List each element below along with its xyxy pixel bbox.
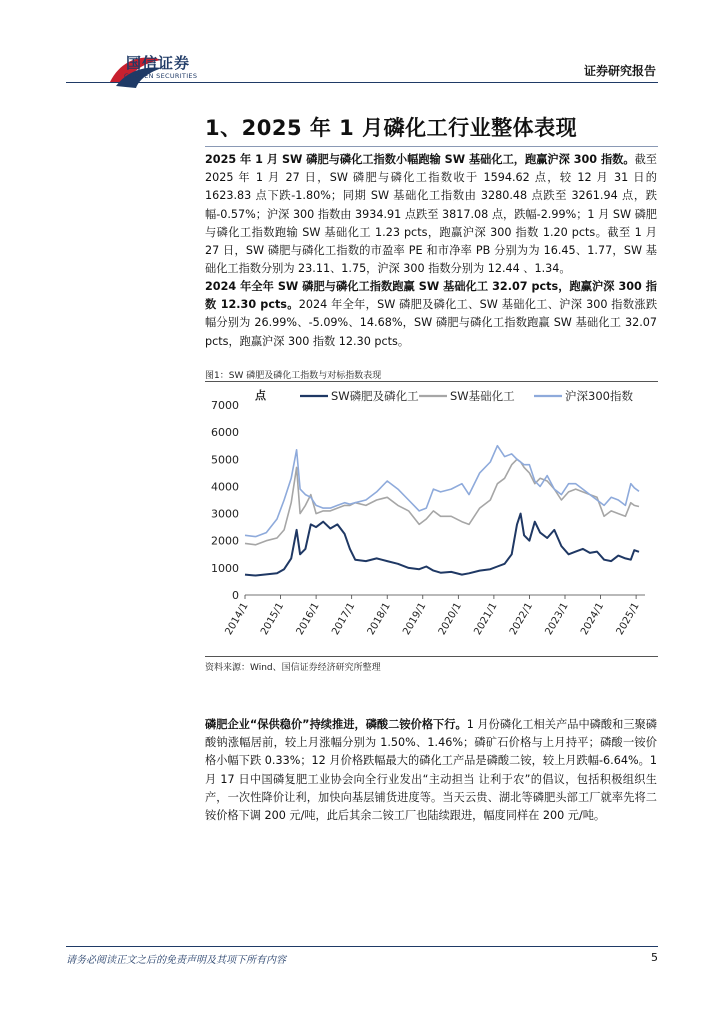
paragraph-1-lead: 2025 年 1 月 SW 磷肥与磷化工指数小幅跑输 SW 基础化工，跑赢沪深 300 指数。 [205,153,635,166]
logo-name-en: GUOSEN SECURITIES [124,72,198,80]
x-tick-label: 2018/1 [365,601,393,637]
paragraph-2-body: 2024 年全年，SW 磷肥及磷化工、SW 基础化工、沪深 300 指数涨跌幅分别为 26.99%、-5.09%、14.68%，SW 磷肥与磷化工指数跑赢 SW 基础化工 32.07 pcts，跑赢沪深 300 指数 12.30 pcts。 [205,298,658,348]
report-type: 证券研究报告 [583,64,656,78]
logo-name-cn: 国信证券 [126,54,191,72]
figure-caption: 图1：SW 磷肥及磷化工指数与对标指数表现 [205,371,382,381]
figure-source: 资料来源：Wind、国信证券经济研究所整理 [205,663,381,673]
x-tick-label: 2021/1 [472,601,500,637]
y-tick-label: 3000 [211,507,239,521]
y-tick-label: 1000 [211,561,239,575]
x-tick-label: 2019/1 [401,601,429,637]
y-tick-label: 2000 [211,534,239,548]
y-tick-label: 6000 [211,426,239,440]
x-tick-label: 2020/1 [436,601,464,637]
paragraph-1 [205,151,657,278]
legend-label-2: 沪深300指数 [565,389,633,403]
y-tick-label: 0 [232,589,239,602]
section-title: 1、2025 年 1 月磷化工行业整体表现 [205,116,578,140]
paragraph-2-lead: 2024 年全年 SW 磷肥与磷化工指数跑赢 SW 基础化工 32.07 pcts，跑赢沪深 300 指数 12.30 pcts。 [205,280,657,312]
legend-label-0: SW磷肥及磷化工 [331,389,419,403]
x-tick-label: 2022/1 [507,601,536,637]
paragraph-3-body: 1 月份磷化工相关产品中磷酸和三聚磷酸钠涨幅居前，较上月涨幅分别为 1.50%、1.46%；磷矿石价格与上月持平；磷酸一铵价格小幅下跌 0.33%；12 月价格跌幅最大的磷化工产品是磷酸二铵，较上月跌幅-6.64%。1 月 17 日中国磷复肥工业协会向全行业发出“主动担当 让利于农”的倡议，包括积极组织生产，一次性降价让利，加快向基层铺货进度等。当天云贵、湖北等磷肥头部工厂就率先将二铵价格下调 200 元/吨，此后其余二铵工厂也陆续跟进，幅度同样在 200 元/吨。 [205,718,657,823]
x-tick-label: 2023/1 [543,601,571,637]
x-tick-label: 2017/1 [330,601,358,637]
x-tick-label: 2016/1 [294,601,322,637]
paragraph-3-lead: 磷肥企业“保供稳价”持续推进，磷酸二铵价格下行。 [205,718,467,731]
series-line-0 [245,514,639,576]
x-tick-label: 2024/1 [579,601,607,637]
paragraph-1-body: 截至 2025 年 1 月 27 日，SW 磷肥与磷化工指数收于 1594.62 点，较 12 月 31 日的 1623.83 点下跌-1.80%；同期 SW 基础化工指数由 3280.48 点跌至 3261.94 点，跌幅-0.57%；沪深 300 指数由 3934.91 点跌至 3817.08 点，跌幅-2.99%；1 月 SW 磷肥与磷化工指数跑输 SW 基础化工 1.23 pcts，跑赢沪深 300 指数 1.20 pcts。截至 1 月 27 日，SW 磷肥与磷化工指数的市盈率 PE 和市净率 PB 分别为为 16.45、1.77，SW 基础化工指数分别为 23.11、1.75，沪深 300 指数分别为 12.44 、1.34。 [205,153,657,276]
y-axis-unit-label: 点 [255,389,266,402]
paragraph-3 [205,716,657,825]
legend-label-1: SW基础化工 [450,389,515,403]
figure-bottom-rule [205,656,658,657]
figure-top-rule [205,381,658,382]
line-chart [205,383,657,655]
page-number: 5 [651,951,658,964]
header-divider [66,82,658,83]
y-tick-label: 4000 [211,480,239,494]
series-line-1 [245,459,639,545]
footer-disclaimer: 请务必阅读正文之后的免责声明及其项下所有内容 [66,955,286,966]
footer-divider [66,946,658,947]
y-tick-label: 7000 [211,399,239,412]
title-divider [205,146,658,147]
x-tick-label: 2025/1 [614,601,642,637]
x-tick-label: 2014/1 [223,601,251,637]
x-tick-label: 2015/1 [259,601,287,637]
y-tick-label: 5000 [211,453,239,467]
paragraph-2 [205,278,657,351]
